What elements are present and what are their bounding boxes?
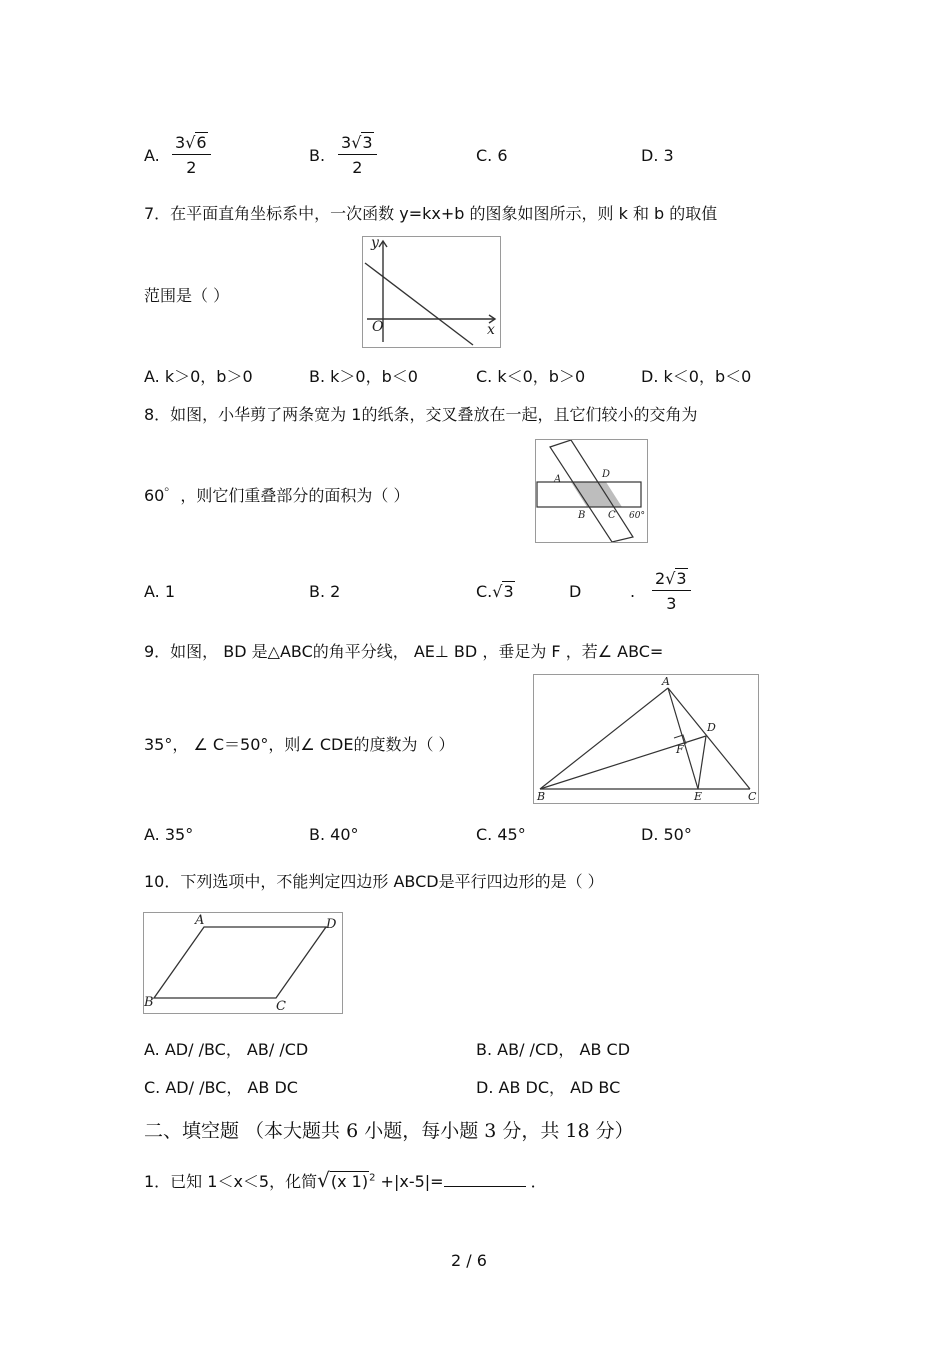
sqrt-icon: √ bbox=[351, 133, 362, 152]
q9-option-d: D. 50° bbox=[641, 825, 692, 844]
q9-figure-triangle bbox=[533, 674, 759, 804]
q6-option-a-label: A. bbox=[144, 146, 160, 165]
sqrt-icon: √ bbox=[492, 582, 503, 601]
q8-stem: 8．如图，小华剪了两条宽为 1的纸条，交叉叠放在一起，且它们较小的交角为 bbox=[144, 405, 698, 424]
q6-option-b-fraction: $\frac{3√3}{2}$ bbox=[338, 134, 377, 178]
q8-option-d-dot: . bbox=[630, 582, 636, 601]
q6-option-b-label: B. bbox=[309, 146, 326, 165]
sqrt-icon: √ bbox=[317, 1168, 330, 1192]
q6-option-c: C. 6 bbox=[476, 146, 508, 165]
q6-option-a-fraction: $\frac{3√6}{2}$ bbox=[172, 134, 211, 178]
q7-option-c: C. k＜0，b＞0 bbox=[476, 367, 586, 386]
point-a-label: A bbox=[662, 675, 670, 688]
q10-option-a: A. AD/ /BC， AB/ /CD bbox=[144, 1040, 309, 1059]
q9-stem: 9．如图， BD 是△ABC的角平分线， AE⊥ BD ，垂足为 F ，若∠ ABC= bbox=[144, 642, 664, 661]
x-axis-label: x bbox=[487, 322, 495, 338]
point-c-label: C bbox=[608, 510, 616, 521]
q7-option-a: A. k＞0，b＞0 bbox=[144, 367, 253, 386]
q8-option-d-label: D bbox=[569, 582, 582, 601]
q10-option-c: C. AD/ /BC， AB DC bbox=[144, 1078, 298, 1097]
point-e-label: E bbox=[694, 790, 703, 803]
q7-stem: 7．在平面直角坐标系中，一次函数 y=kx+b 的图象如图所示，则 k 和 b 的取值 bbox=[144, 204, 718, 223]
q10-option-b: B. AB/ /CD， AB CD bbox=[476, 1040, 631, 1059]
q6-option-d: D. 3 bbox=[641, 146, 674, 165]
point-c-label: C bbox=[276, 999, 286, 1013]
fill1-question: 1．已知 1＜x＜5，化简√(x 1)$^2$ +|x-5|= ． bbox=[144, 1168, 547, 1192]
q9-option-c: C. 45° bbox=[476, 825, 526, 844]
point-f-label: F bbox=[676, 743, 684, 756]
q8-stem-cont: 60゜，则它们重叠部分的面积为（ ） bbox=[144, 486, 410, 505]
point-d-label: D bbox=[326, 917, 337, 932]
q10-stem: 10．下列选项中，不能判定四边形 ABCD是平行四边形的是（ ） bbox=[144, 872, 604, 891]
q7-option-b: B. k＞0，b＜0 bbox=[309, 367, 418, 386]
q8-option-c: C.√3 bbox=[476, 582, 514, 601]
q9-option-a: A. 35° bbox=[144, 825, 194, 844]
q10-option-d: D. AB DC， AD BC bbox=[476, 1078, 621, 1097]
angle-label: 60° bbox=[629, 511, 645, 521]
origin-label: O bbox=[372, 319, 384, 335]
q9-stem-cont: 35°， ∠ C＝50°，则∠ CDE的度数为（ ） bbox=[144, 735, 455, 754]
q8-figure-strips bbox=[535, 439, 648, 543]
point-b-label: B bbox=[578, 510, 586, 521]
q8-option-b: B. 2 bbox=[309, 582, 341, 601]
q8-option-d-fraction: $\frac{2√3}{3}$ bbox=[652, 570, 691, 614]
y-axis-label: y bbox=[371, 237, 379, 251]
point-d-label: D bbox=[602, 469, 611, 480]
q7-figure-graph bbox=[362, 236, 501, 348]
point-b-label: B bbox=[537, 790, 546, 803]
point-a-label: A bbox=[195, 913, 205, 928]
sqrt-icon: √ bbox=[185, 133, 196, 152]
q10-figure-parallelogram bbox=[143, 912, 343, 1014]
point-c-label: C bbox=[748, 790, 757, 803]
point-a-label: A bbox=[554, 474, 562, 485]
section-title-fill-in: 二、填空题 （本大题共 6 小题，每小题 3 分，共 18 分） bbox=[144, 1120, 634, 1142]
q9-option-b: B. 40° bbox=[309, 825, 359, 844]
page-number: 2 / 6 bbox=[451, 1251, 487, 1270]
q7-stem-cont: 范围是（ ） bbox=[144, 286, 230, 305]
answer-blank[interactable] bbox=[444, 1172, 526, 1187]
q7-option-d: D. k＜0，b＜0 bbox=[641, 367, 752, 386]
sqrt-icon: √ bbox=[665, 569, 676, 588]
point-d-label: D bbox=[707, 721, 716, 734]
q8-option-a: A. 1 bbox=[144, 582, 176, 601]
point-b-label: B bbox=[144, 995, 154, 1010]
